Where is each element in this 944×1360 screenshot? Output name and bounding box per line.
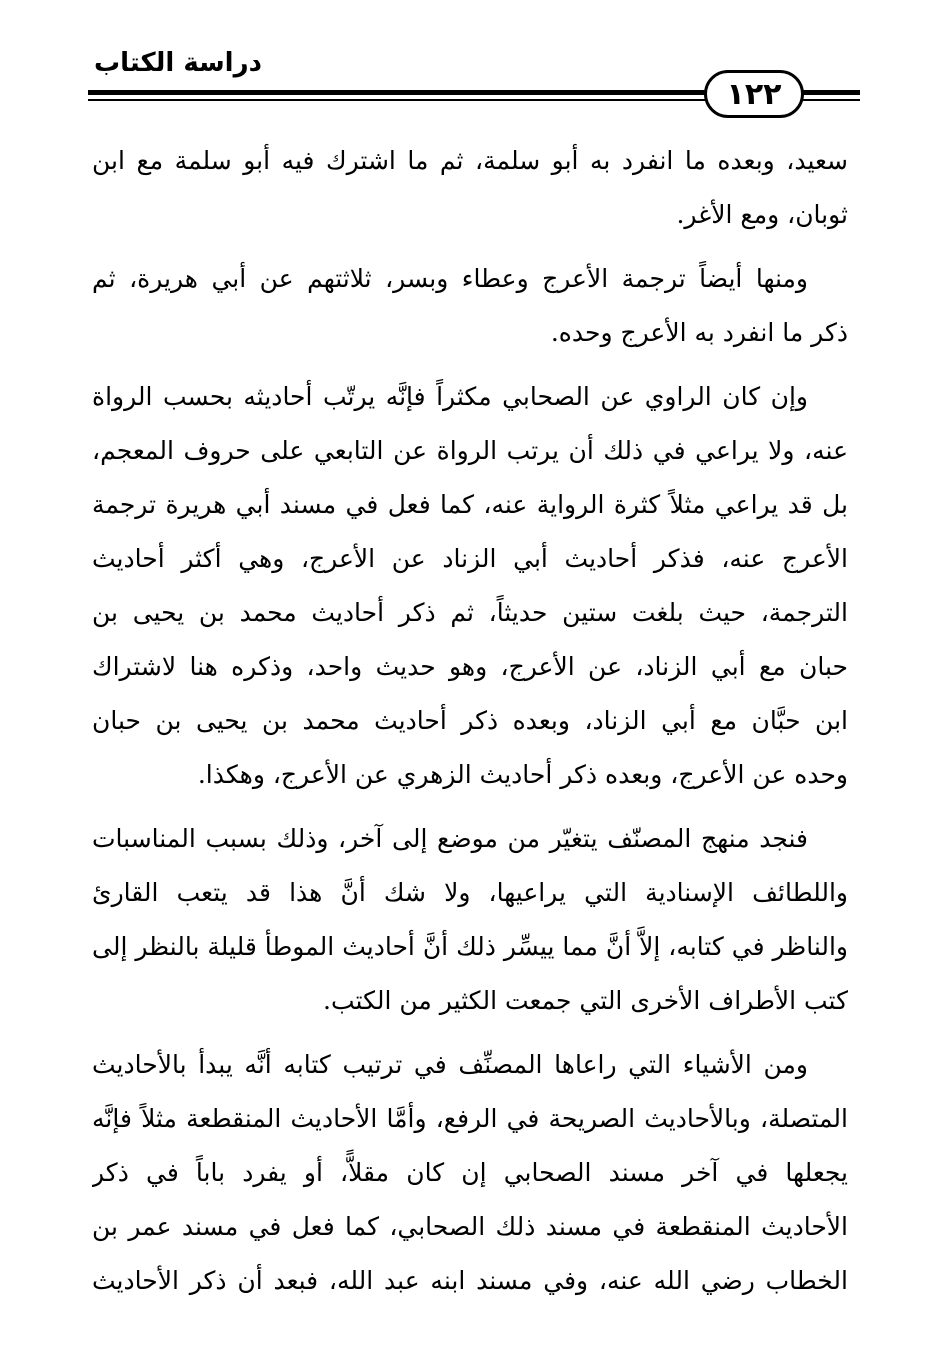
text-line: ذكر ما انفرد به الأعرج وحده. xyxy=(550,318,848,347)
text-line: الخطاب رضي الله عنه، وفي مسند ابنه عبد الله، فبعد أن ذكر الأحاديث xyxy=(92,1266,848,1295)
text-line: ومن الأشياء التي راعاها المصنِّف في ترتيب كتابه أنَّه يبدأ بالأحاديث xyxy=(92,1050,808,1079)
page-header xyxy=(88,40,860,120)
paragraph xyxy=(92,370,848,802)
paragraph-gap xyxy=(92,242,848,252)
paragraph-gap xyxy=(92,802,848,812)
text-line: الأعرج عنه، فذكر أحاديث أبي الزناد عن الأعرج، وهي أكثر أحاديث xyxy=(92,544,848,573)
paragraph xyxy=(92,134,848,242)
text-line: وإن كان الراوي عن الصحابي مكثراً فإنَّه يرتّب أحاديثه بحسب الرواة xyxy=(92,382,808,411)
paragraph xyxy=(92,252,848,360)
paragraph xyxy=(92,812,848,1028)
text-line: الترجمة، حيث بلغت ستين حديثاً، ثم ذكر أحاديث محمد بن يحيى بن xyxy=(92,598,848,627)
paragraph-gap xyxy=(92,360,848,370)
text-line: واللطائف الإسنادية التي يراعيها، ولا شك أنَّ هذا قد يتعب القارئ xyxy=(92,878,848,907)
text-line: الأحاديث المنقطعة في مسند ذلك الصحابي، كما فعل في مسند عمر بن xyxy=(92,1212,848,1241)
text-line: ابن حبَّان مع أبي الزناد، وبعده ذكر أحاديث محمد بن يحيى بن حبان xyxy=(92,706,848,735)
text-line: ثوبان، ومع الأغر. xyxy=(676,200,848,229)
body-text xyxy=(92,134,848,1308)
text-line: والناظر في كتابه، إلاَّ أنَّ مما ييسِّر ذلك أنَّ أحاديث الموطأ قليلة بالنظر إلى xyxy=(92,932,848,961)
text-line: سعيد، وبعده ما انفرد به أبو سلمة، ثم ما اشترك فيه أبو سلمة مع ابن xyxy=(92,146,848,175)
page-number: ١٢٢ xyxy=(704,70,804,118)
running-title: دراسة الكتاب xyxy=(94,48,262,78)
text-line: حبان مع أبي الزناد، عن الأعرج، وهو حديث واحد، وذكره هنا لاشتراك xyxy=(92,652,848,681)
paragraph xyxy=(92,1038,848,1308)
text-line: كتب الأطراف الأخرى التي جمعت الكثير من الكتب. xyxy=(323,986,848,1015)
text-line: يجعلها في آخر مسند الصحابي إن كان مقلاًّ، أو يفرد باباً في ذكر xyxy=(92,1158,848,1187)
text-line: عنه، ولا يراعي في ذلك أن يرتب الرواة عن التابعي على حروف المعجم، xyxy=(92,436,848,465)
text-line: وحده عن الأعرج، وبعده ذكر أحاديث الزهري عن الأعرج، وهكذا. xyxy=(197,760,848,789)
text-line: ومنها أيضاً ترجمة الأعرج وعطاء وبسر، ثلاثتهم عن أبي هريرة، ثم xyxy=(92,264,808,293)
text-line: فنجد منهج المصنّف يتغيّر من موضع إلى آخر، وذلك بسبب المناسبات xyxy=(92,824,808,853)
paragraph-gap xyxy=(92,1028,848,1038)
text-line: المتصلة، وبالأحاديث الصريحة في الرفع، وأمَّا الأحاديث المنقطعة مثلاً فإنَّه xyxy=(92,1104,848,1133)
text-line: بل قد يراعي مثلاً كثرة الرواية عنه، كما فعل في مسند أبي هريرة ترجمة xyxy=(92,490,848,519)
